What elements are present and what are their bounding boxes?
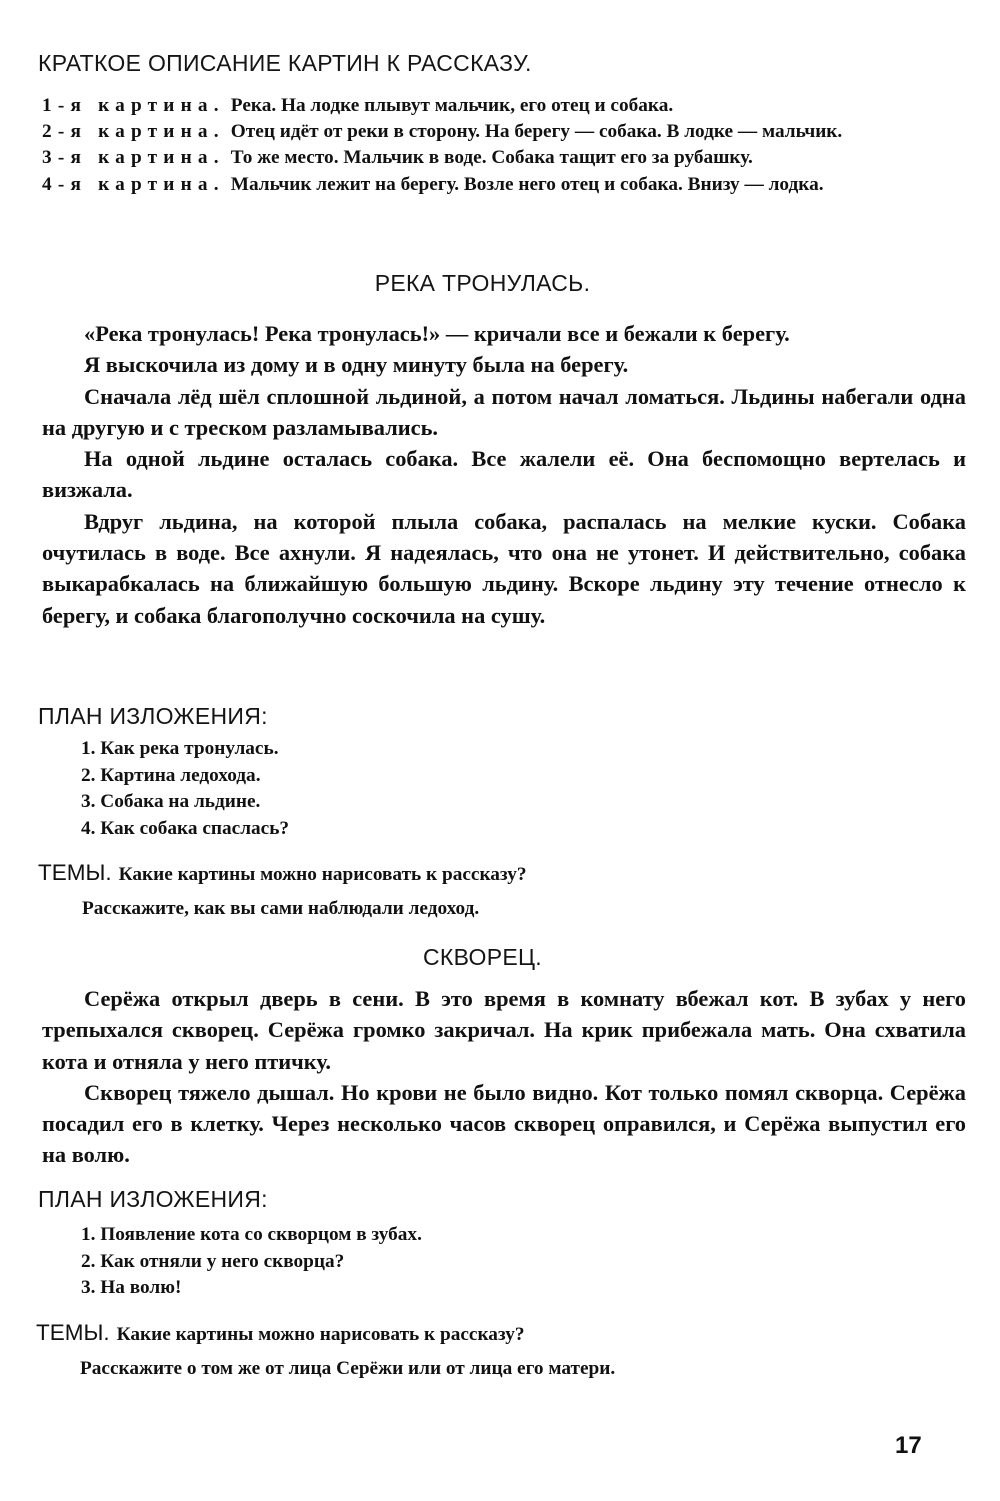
topics-question: Какие картины можно нарисовать к рассказу?: [116, 1324, 525, 1345]
page-number: 17: [895, 1432, 922, 1459]
paragraph: Вдруг льдина, на которой плыла собака, распалась на мелкие куски. Собака очутилась в воде. Все ахнули. Я надеялась, что она не утонет. И действительно, собака выкарабкалась на ближайшую большую льдину. Вскоре льдину эту течение отнесло к берегу, и собака благополучно соскочила на сушу.: [42, 508, 966, 628]
picture-item: 2-я картина. Отец идёт от реки в сторону. На берегу — собака. В лодке — мальчик.: [42, 121, 843, 143]
story1-plan: [0, 736, 900, 842]
plan-item: 2. Картина ледохода.: [81, 764, 261, 786]
plan-item: 1. Как река тронулась.: [81, 738, 279, 759]
pictures-heading: КРАТКОЕ ОПИСАНИЕ КАРТИН К РАССКАЗУ.: [38, 50, 532, 76]
plan-item: 2. Как отняли у него скворца?: [81, 1250, 345, 1272]
story1-text: [0, 318, 966, 631]
paragraph: Серёжа открыл дверь в сени. В это время в комнату вбежал кот. В зубах у него трепыхался скворец. Серёжа громко закричал. На крик прибежала мать. Она схватила кота и отняла у него птичку.: [42, 986, 966, 1074]
pictures-list: [0, 93, 970, 198]
paragraph: На одной льдине осталась собака. Все жалели её. Она беспомощно вертелась и визжала.: [42, 446, 966, 503]
paragraph: «Река тронулась! Река тронулась!» — кричали все и бежали к берегу.: [84, 321, 790, 346]
paragraph: Я выскочила из дому и в одну минуту была на берегу.: [84, 352, 629, 378]
story2-plan-heading: ПЛАН ИЗЛОЖЕНИЯ:: [38, 1186, 268, 1212]
topics-task: Расскажите, как вы сами наблюдали ледоход.: [82, 898, 480, 919]
paragraph: Сначала лёд шёл сплошной льдиной, а потом начал ломаться. Льдины набегали одна на другую и с треском разламывались.: [42, 383, 966, 440]
topics-label: ТЕМЫ.: [38, 860, 112, 885]
plan-item: 3. Собака на льдине.: [81, 791, 261, 812]
topics-task: Расскажите о том же от лица Серёжи или от лица его матери.: [80, 1358, 616, 1379]
story1-title: РЕКА ТРОНУЛАСЬ.: [374, 270, 591, 296]
picture-item: 1-я картина. Река. На лодке плывут мальчик, его отец и собака.: [42, 95, 674, 116]
story2-plan: [0, 1222, 900, 1302]
story2-topics: [0, 1316, 960, 1386]
topics-label: ТЕМЫ.: [36, 1320, 110, 1345]
plan-item: 4. Как собака спаслась?: [81, 817, 290, 839]
story2-text: [0, 983, 966, 1171]
topics-question: Какие картины можно нарисовать к рассказу?: [118, 864, 527, 885]
picture-item: 3-я картина. То же место. Мальчик в воде. Собака тащит его за рубашку.: [42, 147, 753, 169]
plan-item: 1. Появление кота со скворцом в зубах.: [81, 1224, 422, 1245]
paragraph: Скворец тяжело дышал. Но крови не было видно. Кот только помял скворца. Серёжа посадил его в клетку. Через несколько часов скворец оправился, и Серёжа выпустил его на волю.: [42, 1079, 966, 1168]
story2-title: СКВОРЕЦ.: [423, 944, 542, 970]
story1-plan-heading: ПЛАН ИЗЛОЖЕНИЯ:: [38, 703, 268, 729]
picture-item: 4-я картина. Мальчик лежит на берегу. Возле него отец и собака. Внизу — лодка.: [42, 173, 824, 195]
plan-item: 3. На волю!: [81, 1277, 182, 1298]
story1-topics: [0, 856, 960, 926]
